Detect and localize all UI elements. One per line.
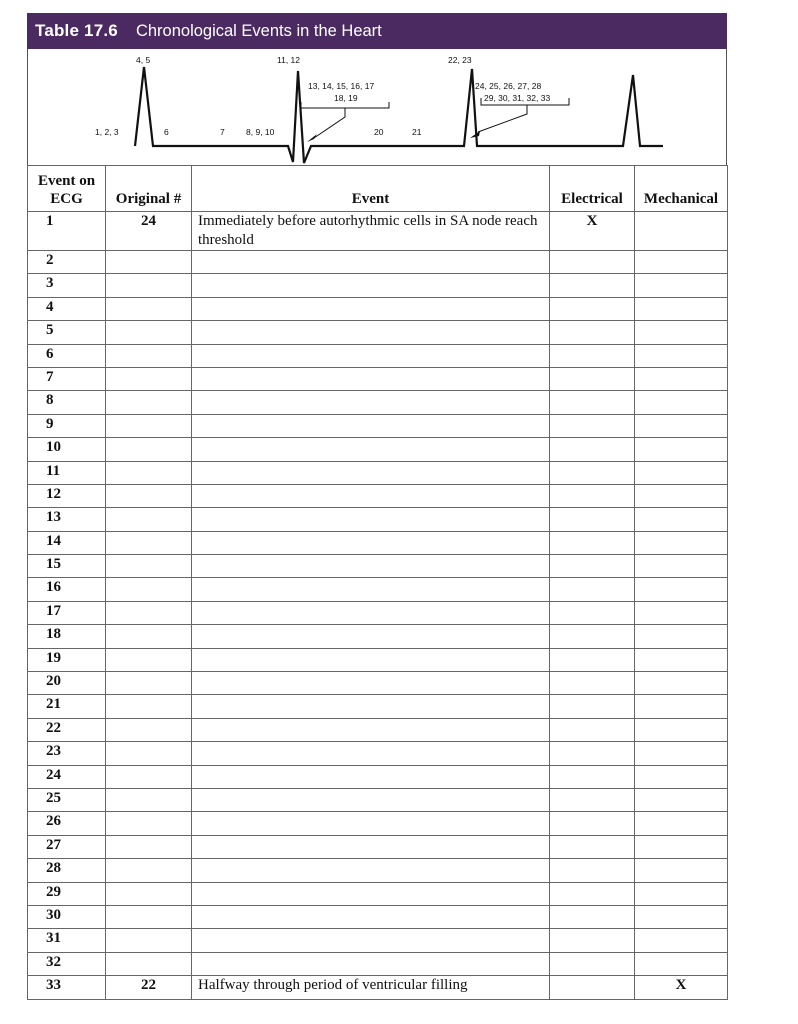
header-event-line2: ECG xyxy=(50,191,83,207)
cell-electrical[interactable] xyxy=(550,976,635,999)
ecg-diagram xyxy=(27,49,727,165)
cell-event-description[interactable] xyxy=(192,788,550,811)
cell-event-number[interactable]: 20 xyxy=(28,672,106,695)
ecg-label-st-a: 20 xyxy=(374,127,384,137)
ecg-label-st-b: 21 xyxy=(412,127,422,137)
cell-mechanical[interactable] xyxy=(635,484,728,507)
ecg-label-pr-a: 7 xyxy=(220,127,225,137)
cell-mechanical[interactable] xyxy=(635,508,728,531)
cell-event-number[interactable]: 3 xyxy=(28,274,106,297)
table-row xyxy=(28,905,728,928)
cell-event-description[interactable]: Immediately before autorhythmic cells in SA node reach threshold xyxy=(192,212,550,251)
cell-original-number[interactable] xyxy=(106,765,192,788)
cell-mechanical[interactable] xyxy=(635,297,728,320)
cell-original-number[interactable] xyxy=(106,414,192,437)
cell-original-number[interactable]: 22 xyxy=(106,976,192,999)
table-row xyxy=(28,367,728,390)
header-event-line1: Event on xyxy=(37,173,96,189)
cell-mechanical[interactable] xyxy=(635,578,728,601)
cell-mechanical[interactable] xyxy=(635,438,728,461)
title-bar xyxy=(27,13,727,49)
cell-event-description[interactable] xyxy=(192,251,550,274)
table-row xyxy=(28,344,728,367)
cell-original-number[interactable] xyxy=(106,321,192,344)
cell-mechanical[interactable] xyxy=(635,251,728,274)
table-row xyxy=(28,414,728,437)
cell-event-number[interactable]: 17 xyxy=(28,601,106,624)
cell-electrical[interactable] xyxy=(550,297,635,320)
cell-original-number[interactable] xyxy=(106,859,192,882)
cell-event-description[interactable] xyxy=(192,812,550,835)
cell-electrical[interactable] xyxy=(550,438,635,461)
table-row xyxy=(28,391,728,414)
ecg-label-st-line2: 18, 19 xyxy=(334,93,358,103)
cell-event-number[interactable]: 2 xyxy=(28,251,106,274)
cell-event-number[interactable]: 19 xyxy=(28,648,106,671)
cell-mechanical[interactable] xyxy=(635,788,728,811)
cell-event-number[interactable]: 21 xyxy=(28,695,106,718)
cell-mechanical[interactable] xyxy=(635,212,728,251)
cell-event-description[interactable] xyxy=(192,414,550,437)
cell-event-description[interactable] xyxy=(192,367,550,390)
table-row xyxy=(28,976,728,999)
cell-original-number[interactable] xyxy=(106,835,192,858)
cell-event-number[interactable]: 13 xyxy=(28,508,106,531)
cell-event-number[interactable]: 14 xyxy=(28,531,106,554)
table-row xyxy=(28,742,728,765)
cell-electrical[interactable] xyxy=(550,835,635,858)
cell-electrical[interactable] xyxy=(550,508,635,531)
table-row xyxy=(28,555,728,578)
table-row xyxy=(28,882,728,905)
cell-event-description[interactable] xyxy=(192,461,550,484)
cell-original-number[interactable] xyxy=(106,508,192,531)
cell-mechanical[interactable] xyxy=(635,274,728,297)
cell-electrical[interactable]: X xyxy=(550,212,635,251)
cell-original-number[interactable] xyxy=(106,251,192,274)
cell-mechanical[interactable] xyxy=(635,695,728,718)
cell-event-number[interactable]: 18 xyxy=(28,625,106,648)
events-table xyxy=(27,165,728,1000)
cell-electrical[interactable] xyxy=(550,274,635,297)
cell-event-number[interactable]: 6 xyxy=(28,344,106,367)
events-table-body xyxy=(28,212,728,1000)
cell-event-number[interactable]: 7 xyxy=(28,367,106,390)
table-title: Chronological Events in the Heart xyxy=(135,21,382,40)
cell-original-number[interactable]: 24 xyxy=(106,212,192,251)
cell-event-description[interactable] xyxy=(192,625,550,648)
cell-original-number[interactable] xyxy=(106,929,192,952)
cell-electrical[interactable] xyxy=(550,461,635,484)
table-sheet xyxy=(27,13,727,1000)
table-row xyxy=(28,718,728,741)
cell-electrical[interactable] xyxy=(550,578,635,601)
cell-event-number[interactable]: 24 xyxy=(28,765,106,788)
cell-original-number[interactable] xyxy=(106,625,192,648)
table-row xyxy=(28,297,728,320)
table-row xyxy=(28,484,728,507)
cell-mechanical[interactable] xyxy=(635,929,728,952)
cell-event-description[interactable] xyxy=(192,484,550,507)
table-row xyxy=(28,578,728,601)
cell-event-number[interactable]: 8 xyxy=(28,391,106,414)
cell-event-number[interactable]: 22 xyxy=(28,718,106,741)
cell-event-description[interactable] xyxy=(192,321,550,344)
cell-event-number[interactable]: 5 xyxy=(28,321,106,344)
cell-electrical[interactable] xyxy=(550,765,635,788)
cell-original-number[interactable] xyxy=(106,461,192,484)
cell-electrical[interactable] xyxy=(550,812,635,835)
cell-electrical[interactable] xyxy=(550,695,635,718)
cell-original-number[interactable] xyxy=(106,672,192,695)
cell-mechanical[interactable]: X xyxy=(635,976,728,999)
cell-mechanical[interactable] xyxy=(635,882,728,905)
cell-electrical[interactable] xyxy=(550,859,635,882)
cell-event-number[interactable]: 23 xyxy=(28,742,106,765)
cell-electrical[interactable] xyxy=(550,344,635,367)
header-mechanical: Mechanical xyxy=(635,166,728,212)
cell-event-description[interactable] xyxy=(192,344,550,367)
table-row xyxy=(28,835,728,858)
table-row xyxy=(28,508,728,531)
cell-event-description[interactable] xyxy=(192,905,550,928)
cell-event-number[interactable]: 12 xyxy=(28,484,106,507)
cell-original-number[interactable] xyxy=(106,601,192,624)
table-row xyxy=(28,765,728,788)
cell-electrical[interactable] xyxy=(550,929,635,952)
table-row xyxy=(28,625,728,648)
table-row xyxy=(28,321,728,344)
header-row xyxy=(28,166,728,212)
cell-original-number[interactable] xyxy=(106,484,192,507)
cell-event-description[interactable] xyxy=(192,765,550,788)
table-row xyxy=(28,212,728,251)
cell-electrical[interactable] xyxy=(550,367,635,390)
cell-original-number[interactable] xyxy=(106,555,192,578)
cell-original-number[interactable] xyxy=(106,438,192,461)
bracket-post-t xyxy=(478,98,569,132)
cell-event-number[interactable]: 26 xyxy=(28,812,106,835)
table-row xyxy=(28,952,728,975)
table-row xyxy=(28,648,728,671)
cell-mechanical[interactable] xyxy=(635,765,728,788)
cell-event-description[interactable] xyxy=(192,555,550,578)
cell-event-description[interactable] xyxy=(192,391,550,414)
table-row xyxy=(28,438,728,461)
cell-electrical[interactable] xyxy=(550,484,635,507)
ecg-label-pr-b: 8, 9, 10 xyxy=(246,127,275,137)
cell-event-description[interactable] xyxy=(192,882,550,905)
cell-original-number[interactable] xyxy=(106,344,192,367)
table-row xyxy=(28,695,728,718)
cell-event-description[interactable] xyxy=(192,718,550,741)
cell-mechanical[interactable] xyxy=(635,344,728,367)
cell-mechanical[interactable] xyxy=(635,391,728,414)
cell-original-number[interactable] xyxy=(106,274,192,297)
cell-mechanical[interactable] xyxy=(635,367,728,390)
cell-event-description[interactable] xyxy=(192,297,550,320)
cell-electrical[interactable] xyxy=(550,391,635,414)
cell-event-number[interactable]: 15 xyxy=(28,555,106,578)
cell-event-number[interactable]: 4 xyxy=(28,297,106,320)
ecg-trace xyxy=(135,67,663,163)
header-event-on-ecg xyxy=(28,166,106,212)
cell-event-number[interactable]: 27 xyxy=(28,835,106,858)
table-row xyxy=(28,788,728,811)
table-row xyxy=(28,859,728,882)
cell-event-number[interactable]: 31 xyxy=(28,929,106,952)
ecg-label-post-t-line2: 29, 30, 31, 32, 33 xyxy=(484,93,551,103)
cell-original-number[interactable] xyxy=(106,788,192,811)
cell-event-description[interactable] xyxy=(192,929,550,952)
cell-event-number[interactable]: 33 xyxy=(28,976,106,999)
ecg-label-t-peak: 22, 23 xyxy=(448,55,472,65)
cell-event-number[interactable]: 28 xyxy=(28,859,106,882)
cell-original-number[interactable] xyxy=(106,742,192,765)
cell-mechanical[interactable] xyxy=(635,625,728,648)
header-event: Event xyxy=(192,166,550,212)
cell-electrical[interactable] xyxy=(550,672,635,695)
table-number: Table 17.6 xyxy=(35,21,118,40)
cell-mechanical[interactable] xyxy=(635,859,728,882)
cell-event-description[interactable] xyxy=(192,859,550,882)
cell-electrical[interactable] xyxy=(550,601,635,624)
cell-event-description[interactable] xyxy=(192,531,550,554)
cell-mechanical[interactable] xyxy=(635,461,728,484)
cell-mechanical[interactable] xyxy=(635,414,728,437)
cell-mechanical[interactable] xyxy=(635,812,728,835)
table-row xyxy=(28,672,728,695)
cell-original-number[interactable] xyxy=(106,905,192,928)
cell-mechanical[interactable] xyxy=(635,952,728,975)
table-row xyxy=(28,812,728,835)
cell-original-number[interactable] xyxy=(106,531,192,554)
table-row xyxy=(28,601,728,624)
cell-original-number[interactable] xyxy=(106,812,192,835)
cell-electrical[interactable] xyxy=(550,648,635,671)
cell-event-number[interactable]: 11 xyxy=(28,461,106,484)
cell-original-number[interactable] xyxy=(106,578,192,601)
cell-event-number[interactable]: 10 xyxy=(28,438,106,461)
ecg-trace-svg xyxy=(28,49,728,165)
cell-event-description[interactable] xyxy=(192,578,550,601)
header-electrical: Electrical xyxy=(550,166,635,212)
cell-mechanical[interactable] xyxy=(635,321,728,344)
cell-event-description[interactable] xyxy=(192,438,550,461)
cell-electrical[interactable] xyxy=(550,718,635,741)
cell-mechanical[interactable] xyxy=(635,718,728,741)
cell-electrical[interactable] xyxy=(550,788,635,811)
cell-event-number[interactable]: 16 xyxy=(28,578,106,601)
cell-electrical[interactable] xyxy=(550,952,635,975)
cell-electrical[interactable] xyxy=(550,625,635,648)
cell-event-description[interactable] xyxy=(192,274,550,297)
cell-original-number[interactable] xyxy=(106,882,192,905)
table-row xyxy=(28,929,728,952)
cell-original-number[interactable] xyxy=(106,391,192,414)
cell-mechanical[interactable] xyxy=(635,905,728,928)
cell-electrical[interactable] xyxy=(550,321,635,344)
arrowhead-st xyxy=(307,134,317,142)
cell-event-number[interactable]: 29 xyxy=(28,882,106,905)
cell-mechanical[interactable] xyxy=(635,531,728,554)
cell-event-description[interactable]: Halfway through period of ventricular filling xyxy=(192,976,550,999)
cell-event-description[interactable] xyxy=(192,695,550,718)
cell-event-description[interactable] xyxy=(192,742,550,765)
cell-electrical[interactable] xyxy=(550,414,635,437)
cell-event-number[interactable]: 9 xyxy=(28,414,106,437)
cell-mechanical[interactable] xyxy=(635,672,728,695)
cell-event-description[interactable] xyxy=(192,508,550,531)
cell-original-number[interactable] xyxy=(106,718,192,741)
cell-event-number[interactable]: 30 xyxy=(28,905,106,928)
cell-event-description[interactable] xyxy=(192,835,550,858)
header-original: Original # xyxy=(106,166,192,212)
cell-original-number[interactable] xyxy=(106,648,192,671)
ecg-label-st-line1: 13, 14, 15, 16, 17 xyxy=(308,81,375,91)
cell-original-number[interactable] xyxy=(106,367,192,390)
cell-electrical[interactable] xyxy=(550,742,635,765)
table-row xyxy=(28,251,728,274)
cell-event-description[interactable] xyxy=(192,601,550,624)
cell-electrical[interactable] xyxy=(550,905,635,928)
table-row xyxy=(28,461,728,484)
cell-mechanical[interactable] xyxy=(635,835,728,858)
ecg-label-post-t-line1: 24, 25, 26, 27, 28 xyxy=(475,81,542,91)
cell-event-description[interactable] xyxy=(192,648,550,671)
cell-original-number[interactable] xyxy=(106,952,192,975)
ecg-label-p-peak: 4, 5 xyxy=(136,55,151,65)
cell-electrical[interactable] xyxy=(550,555,635,578)
cell-mechanical[interactable] xyxy=(635,601,728,624)
cell-event-description[interactable] xyxy=(192,672,550,695)
cell-mechanical[interactable] xyxy=(635,742,728,765)
cell-mechanical[interactable] xyxy=(635,555,728,578)
cell-event-number[interactable]: 1 xyxy=(28,212,106,251)
cell-electrical[interactable] xyxy=(550,531,635,554)
cell-mechanical[interactable] xyxy=(635,648,728,671)
cell-event-number[interactable]: 32 xyxy=(28,952,106,975)
cell-electrical[interactable] xyxy=(550,882,635,905)
table-row xyxy=(28,274,728,297)
ecg-label-after-p: 6 xyxy=(164,127,169,137)
ecg-label-qrs-peak: 11, 12 xyxy=(277,55,301,65)
cell-original-number[interactable] xyxy=(106,695,192,718)
cell-event-description[interactable] xyxy=(192,952,550,975)
ecg-label-pre-p: 1, 2, 3 xyxy=(95,127,119,137)
cell-event-number[interactable]: 25 xyxy=(28,788,106,811)
cell-original-number[interactable] xyxy=(106,297,192,320)
table-row xyxy=(28,531,728,554)
cell-electrical[interactable] xyxy=(550,251,635,274)
